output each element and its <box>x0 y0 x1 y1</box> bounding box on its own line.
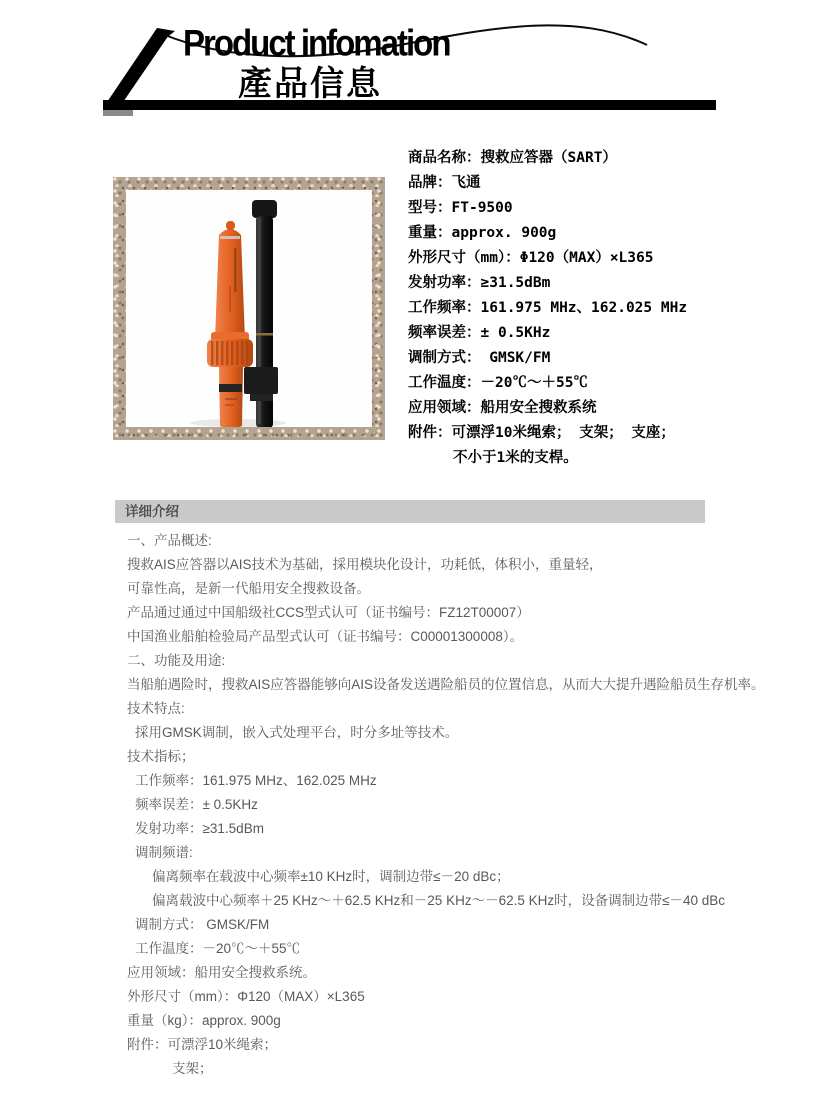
detail-line: 中国渔业船舶检验局产品型式认可（证书编号：C00001300008）。 <box>127 629 524 644</box>
device-upper-body <box>215 229 245 340</box>
antenna-cap <box>252 200 277 218</box>
spec-line: 品牌：飞通 <box>408 175 481 191</box>
spec-line: 发射功率：≥31.5dBm <box>408 275 551 291</box>
detail-line: 调制频谱: <box>135 845 193 860</box>
detail-line: 附件：可漂浮10米绳索； <box>127 1037 278 1052</box>
detail-text <box>127 529 827 1081</box>
section-header-detail <box>115 500 705 523</box>
detail-line: 工作温度：－20℃～＋55℃ <box>135 941 301 956</box>
detail-line: 发射功率：≥31.5dBm <box>135 821 264 836</box>
device-label-mark <box>234 248 237 292</box>
detail-line: 技术指标； <box>127 749 195 764</box>
detail-line: 可靠性高，是新一代船用安全搜救设备。 <box>127 581 370 596</box>
antenna-joint-ring <box>256 333 273 336</box>
detail-line: 二、功能及用途: <box>127 653 226 668</box>
detail-line: 重量（kg）：approx. 900g <box>127 1013 281 1028</box>
spec-line: 工作频率：161.975 MHz、162.025 MHz <box>408 300 688 316</box>
header-bar <box>103 100 716 110</box>
detail-line: 偏离载波中心频率＋25 KHz～＋62.5 KHz和－25 KHz～－62.5 KHz时，设备调制边带≤－40 dBc <box>152 893 726 908</box>
detail-line: 外形尺寸（mm）：Φ120（MAX）×L365 <box>127 989 365 1004</box>
device-lower-body <box>219 367 243 427</box>
product-photo-frame <box>113 177 385 440</box>
spec-line: 型号：FT-9500 <box>408 200 513 216</box>
detail-line: 偏离频率在载波中心频率±10 KHz时，调制边带≤－20 dBc； <box>152 869 510 884</box>
spec-line: 外形尺寸（mm）：Φ120（MAX）×L365 <box>408 250 654 266</box>
detail-line: 技术特点: <box>127 701 185 716</box>
page-title-en: Product infomation <box>183 22 450 64</box>
detail-line: 搜救AIS应答器以AIS技术为基础，採用模块化设计，功耗低，体积小，重量轻， <box>127 557 603 572</box>
detail-line: 频率误差：± 0.5KHz <box>135 797 258 812</box>
sart-device-illustration <box>126 190 372 427</box>
detail-line: 应用领域：船用安全搜救系统。 <box>127 965 316 980</box>
header-bar-shadow <box>103 109 133 116</box>
device-top-band <box>220 236 240 239</box>
spec-line: 商品名称：搜救应答器（SART） <box>408 150 617 166</box>
section-title: 详细介绍 <box>125 504 179 519</box>
spec-line: 应用领域：船用安全搜救系统 <box>408 400 597 416</box>
detail-line: 支架； <box>172 1061 213 1076</box>
device-label-mark <box>225 398 237 400</box>
device-top-nub <box>226 221 235 230</box>
spec-list <box>408 146 828 471</box>
detail-line: 调制方式： GMSK/FM <box>135 917 270 932</box>
spec-line: 附件：可漂浮10米绳索； 支架； 支座； <box>408 425 675 441</box>
spec-line: 工作温度：－20℃～＋55℃ <box>408 375 588 391</box>
spec-line: 不小于1米的支桿。 <box>453 450 578 466</box>
device-label-mark <box>225 404 234 406</box>
detail-line: 当船舶遇险时，搜救AIS应答器能够向AIS设备发送遇险船员的位置信息，从而大大提升遇险船员生存机率。 <box>127 677 765 692</box>
spec-line: 调制方式： GMSK/FM <box>408 350 551 366</box>
spec-line: 频率误差：± 0.5KHz <box>408 325 551 341</box>
detail-line: 一、产品概述: <box>127 533 212 548</box>
header-slash <box>103 28 171 108</box>
mounting-bracket <box>244 367 278 394</box>
lower-body-black-band <box>219 384 242 392</box>
detail-line: 产品通过通过中国船级社CCS型式认可（证书编号：FZ12T00007） <box>127 605 530 620</box>
device-label-mark <box>229 286 231 312</box>
mounting-bracket-foot <box>250 394 273 401</box>
page-title-zh: 產品信息 <box>238 65 382 103</box>
spec-line: 重量：approx. 900g <box>408 225 557 241</box>
detail-line: 採用GMSK调制，嵌入式处理平台，时分多址等技术。 <box>135 725 459 740</box>
product-photo <box>126 190 372 427</box>
detail-line: 工作频率：161.975 MHz、162.025 MHz <box>135 773 377 788</box>
